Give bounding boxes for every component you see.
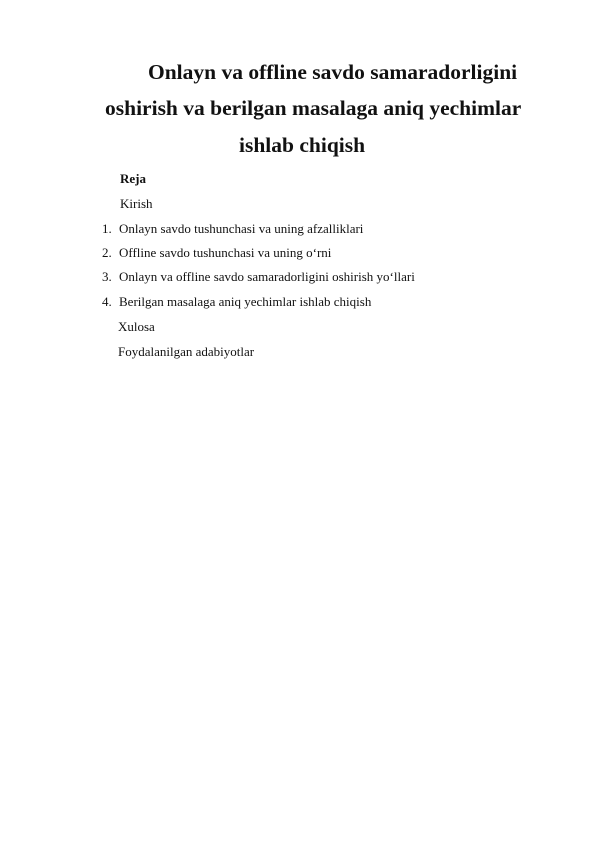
plan-item-3 xyxy=(102,270,415,283)
plan-conclusion: Xulosa xyxy=(118,319,155,334)
document-title-line-3: ishlab chiqish xyxy=(239,133,366,157)
plan-item-text: Onlayn savdo tushunchasi va uning afzalliklari xyxy=(119,221,364,236)
plan-item-1 xyxy=(102,222,363,235)
plan-item-2 xyxy=(102,246,331,259)
document-title-line-1: Onlayn va offline savdo samaradorligini xyxy=(148,60,518,84)
plan-item-text: Offline savdo tushunchasi va uning o‘rni xyxy=(119,245,332,260)
plan-intro: Kirish xyxy=(120,196,153,211)
plan-item-number: 1. xyxy=(102,221,112,236)
plan-item-text: Onlayn va offline savdo samaradorligini oshirish yo‘llari xyxy=(119,269,415,284)
plan-item-text: Berilgan masalaga aniq yechimlar ishlab chiqish xyxy=(119,294,372,309)
plan-item-4 xyxy=(102,295,371,308)
plan-item-number: 4. xyxy=(102,294,112,309)
plan-item-number: 2. xyxy=(102,245,112,260)
document-title-line-2: oshirish va berilgan masalaga aniq yechimlar xyxy=(105,96,522,120)
plan-references: Foydalanilgan adabiyotlar xyxy=(118,344,255,359)
plan-heading: Reja xyxy=(120,171,146,186)
plan-item-number: 3. xyxy=(102,269,112,284)
